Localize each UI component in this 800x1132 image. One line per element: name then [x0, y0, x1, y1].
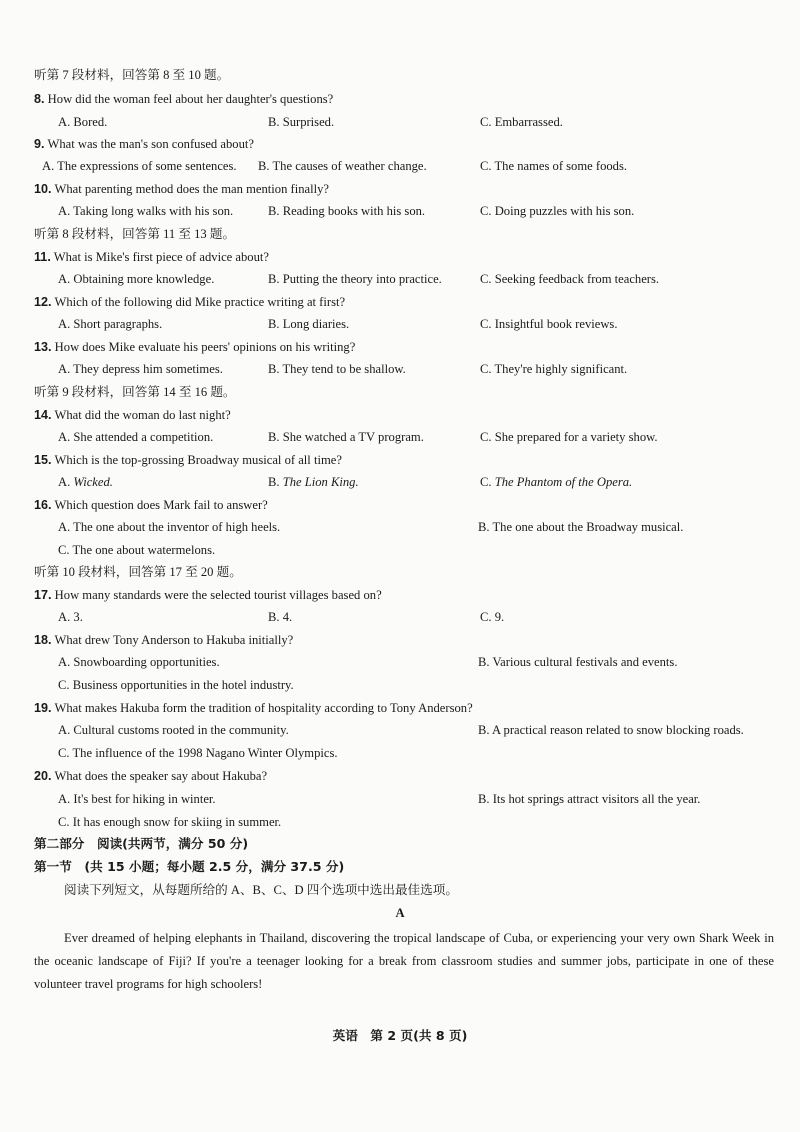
question-15 — [34, 452, 342, 468]
question-text: How did the woman feel about her daughter's questions? — [47, 92, 334, 106]
option-c: C. She prepared for a variety show. — [480, 430, 658, 444]
passage-paragraph: Ever dreamed of helping elephants in Thailand, discovering the tropical landscape of Cuba, or experiencing your very own Shark Week in the oceanic landscape of Fiji? If you're a teenager looking for a break from classroom studies and summer jobs, participate in one of these volunteer travel programs for high schoolers! — [34, 931, 774, 991]
question-16 — [34, 497, 268, 513]
option-a: A. Wicked. — [58, 475, 113, 489]
option-a: A. She attended a competition. — [58, 430, 214, 444]
question-number: 14. — [34, 408, 52, 422]
question-text: What did the woman do last night? — [54, 408, 231, 422]
option-c: C. Business opportunities in the hotel industry. — [58, 678, 294, 692]
question-text: What does the speaker say about Hakuba? — [54, 769, 268, 783]
option-c: C. Insightful book reviews. — [480, 317, 618, 331]
option-b: B. The causes of weather change. — [258, 159, 427, 173]
option-c: C. They're highly significant. — [480, 362, 628, 376]
option-c: C. The one about watermelons. — [58, 543, 216, 557]
option-a: A. 3. — [58, 610, 83, 624]
option-b: B. Long diaries. — [268, 317, 350, 331]
option-a: A. Taking long walks with his son. — [58, 204, 234, 218]
question-number: 19. — [34, 701, 52, 715]
question-text: What is Mike's first piece of advice about? — [53, 250, 269, 264]
question-number: 20. — [34, 769, 52, 783]
option-c: C. Embarrassed. — [480, 115, 563, 129]
section-9-instruction: 听第 9 段材料，回答第 14 至 16 题。 — [34, 385, 236, 399]
option-c: C. Seeking feedback from teachers. — [480, 272, 660, 286]
question-text: What parenting method does the man mention finally? — [54, 182, 329, 196]
option-c: C. The Phantom of the Opera. — [480, 475, 633, 489]
option-b: B. They tend to be shallow. — [268, 362, 406, 376]
page-footer: 英语 第 2 页(共 8 页) — [332, 1028, 468, 1043]
option-a: A. The expressions of some sentences. — [42, 159, 237, 173]
option-b: B. The one about the Broadway musical. — [478, 520, 684, 534]
part-2-heading: 第二部分 阅读(共两节，满分 50 分) — [34, 836, 249, 851]
question-text: What drew Tony Anderson to Hakuba initially? — [54, 633, 294, 647]
question-number: 10. — [34, 182, 52, 196]
section-8-instruction: 听第 8 段材料，回答第 11 至 13 题。 — [34, 227, 236, 241]
question-14 — [34, 407, 231, 423]
option-b: B. She watched a TV program. — [268, 430, 424, 444]
question-number: 9. — [34, 137, 45, 151]
question-number: 11. — [34, 250, 51, 264]
question-number: 17. — [34, 588, 52, 602]
option-b: B. Its hot springs attract visitors all the year. — [478, 792, 701, 806]
option-a: A. Snowboarding opportunities. — [58, 655, 220, 669]
question-text: How does Mike evaluate his peers' opinions on his writing? — [54, 340, 356, 354]
question-12 — [34, 294, 345, 310]
option-c: C. The influence of the 1998 Nagano Winter Olympics. — [58, 746, 338, 760]
question-11 — [34, 249, 269, 265]
option-a: A. Bored. — [58, 115, 108, 129]
question-text: Which of the following did Mike practice writing at first? — [54, 295, 346, 309]
reading-instruction: 阅读下列短文，从每题所给的 A、B、C、D 四个选项中选出最佳选项。 — [64, 883, 458, 897]
option-b: B. Reading books with his son. — [268, 204, 426, 218]
question-text: Which is the top-grossing Broadway musical of all time? — [54, 453, 342, 467]
option-b: B. 4. — [268, 610, 293, 624]
question-number: 13. — [34, 340, 52, 354]
option-a: A. Short paragraphs. — [58, 317, 163, 331]
question-number: 8. — [34, 92, 45, 106]
option-a: A. Cultural customs rooted in the community. — [58, 723, 289, 737]
passage-label: A — [395, 906, 405, 920]
option-c: C. It has enough snow for skiing in summer. — [58, 815, 282, 829]
option-b: B. The Lion King. — [268, 475, 359, 489]
question-text: What was the man's son confused about? — [47, 137, 254, 151]
option-a: A. Obtaining more knowledge. — [58, 272, 215, 286]
option-b: B. Putting the theory into practice. — [268, 272, 442, 286]
question-9 — [34, 136, 254, 152]
question-text: How many standards were the selected tourist villages based on? — [54, 588, 382, 602]
option-a: A. The one about the inventor of high heels. — [58, 520, 281, 534]
option-c: C. Doing puzzles with his son. — [480, 204, 635, 218]
question-13 — [34, 339, 355, 355]
option-b: B. Various cultural festivals and events. — [478, 655, 678, 669]
question-17 — [34, 587, 382, 603]
question-10 — [34, 181, 329, 197]
question-text: What makes Hakuba form the tradition of hospitality according to Tony Anderson? — [54, 701, 473, 715]
option-a: A. It's best for hiking in winter. — [58, 792, 216, 806]
option-b: B. Surprised. — [268, 115, 335, 129]
part-2-subheading: 第一节 (共 15 小题；每小题 2.5 分，满分 37.5 分) — [34, 859, 345, 874]
question-text: Which question does Mark fail to answer? — [54, 498, 268, 512]
section-7-instruction: 听第 7 段材料，回答第 8 至 10 题。 — [34, 68, 230, 82]
question-number: 15. — [34, 453, 52, 467]
question-20 — [34, 768, 267, 784]
question-8 — [34, 91, 333, 107]
question-number: 16. — [34, 498, 52, 512]
option-b: B. A practical reason related to snow blocking roads. — [478, 723, 744, 737]
option-c: C. The names of some foods. — [480, 159, 628, 173]
question-19 — [34, 700, 473, 716]
question-18 — [34, 632, 293, 648]
section-10-instruction: 听第 10 段材料，回答第 17 至 20 题。 — [34, 565, 242, 579]
question-number: 12. — [34, 295, 52, 309]
option-c: C. 9. — [480, 610, 505, 624]
question-number: 18. — [34, 633, 52, 647]
option-a: A. They depress him sometimes. — [58, 362, 223, 376]
